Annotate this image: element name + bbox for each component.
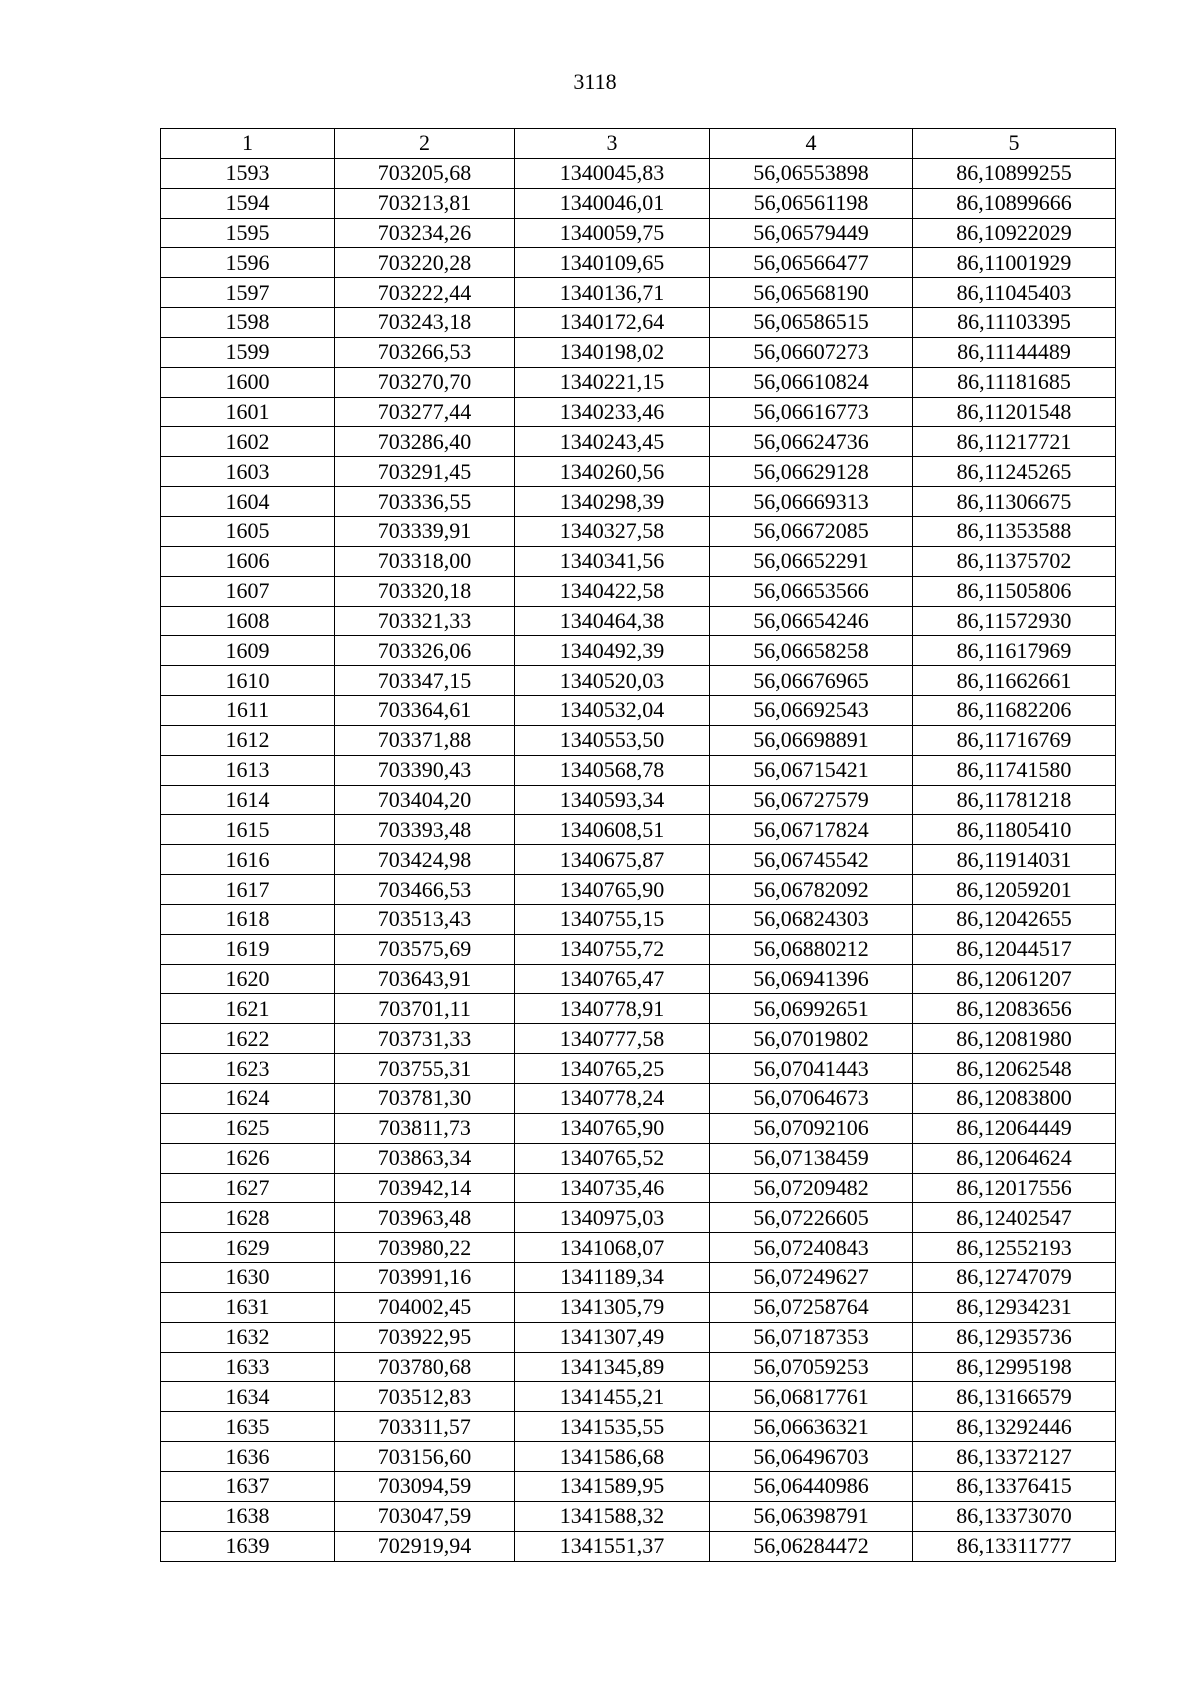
table-cell-col-5: 86,13372127 [913, 1442, 1116, 1472]
table-row [161, 994, 1116, 1024]
table-row [161, 248, 1116, 278]
table-cell-col-1: 1610 [161, 666, 335, 696]
table-row [161, 785, 1116, 815]
table-cell-col-5: 86,12934231 [913, 1292, 1116, 1322]
table-cell-col-4: 56,06941396 [710, 964, 913, 994]
table-cell-col-3: 1340341,56 [515, 546, 710, 576]
table-cell-col-4: 56,06496703 [710, 1442, 913, 1472]
table-cell-col-4: 56,07064673 [710, 1084, 913, 1114]
table-cell-col-1: 1602 [161, 427, 335, 457]
table-cell-col-2: 703234,26 [335, 218, 515, 248]
table-cell-col-2: 703311,57 [335, 1412, 515, 1442]
table-cell-col-3: 1341586,68 [515, 1442, 710, 1472]
coordinates-table [160, 128, 1116, 1562]
table-cell-col-2: 703512,83 [335, 1382, 515, 1412]
table-cell-col-4: 56,06817761 [710, 1382, 913, 1412]
table-cell-col-3: 1340243,45 [515, 427, 710, 457]
table-cell-col-2: 703364,61 [335, 696, 515, 726]
table-cell-col-4: 56,06672085 [710, 516, 913, 546]
table-cell-col-4: 56,07226605 [710, 1203, 913, 1233]
page-number: 3118 [573, 69, 617, 94]
table-row [161, 367, 1116, 397]
table-cell-col-1: 1628 [161, 1203, 335, 1233]
table-cell-col-2: 703347,15 [335, 666, 515, 696]
table-cell-col-1: 1616 [161, 845, 335, 875]
table-cell-col-2: 703318,00 [335, 546, 515, 576]
table-cell-col-2: 703701,11 [335, 994, 515, 1024]
table-cell-col-2: 703643,91 [335, 964, 515, 994]
table-cell-col-2: 703222,44 [335, 278, 515, 308]
table-row [161, 427, 1116, 457]
table-cell-col-1: 1595 [161, 218, 335, 248]
table-cell-col-4: 56,06782092 [710, 875, 913, 905]
table-cell-col-1: 1615 [161, 815, 335, 845]
table-row [161, 636, 1116, 666]
table-row [161, 1054, 1116, 1084]
table-cell-col-5: 86,11572930 [913, 606, 1116, 636]
table-cell-col-4: 56,06440986 [710, 1471, 913, 1501]
table-cell-col-4: 56,06745542 [710, 845, 913, 875]
table-cell-col-3: 1340765,25 [515, 1054, 710, 1084]
table-cell-col-4: 56,06880212 [710, 934, 913, 964]
table-cell-col-3: 1340109,65 [515, 248, 710, 278]
table-row [161, 964, 1116, 994]
table-cell-col-4: 56,06636321 [710, 1412, 913, 1442]
table-row [161, 1471, 1116, 1501]
table-cell-col-4: 56,06715421 [710, 755, 913, 785]
table-cell-col-2: 703466,53 [335, 875, 515, 905]
table-cell-col-3: 1341588,32 [515, 1501, 710, 1531]
table-cell-col-1: 1625 [161, 1113, 335, 1143]
table-cell-col-5: 86,12081980 [913, 1024, 1116, 1054]
table-cell-col-1: 1632 [161, 1322, 335, 1352]
table-cell-col-5: 86,12017556 [913, 1173, 1116, 1203]
table-cell-col-3: 1340059,75 [515, 218, 710, 248]
table-cell-col-5: 86,11045403 [913, 278, 1116, 308]
table-cell-col-3: 1340492,39 [515, 636, 710, 666]
table-cell-col-3: 1340422,58 [515, 576, 710, 606]
table-cell-col-1: 1636 [161, 1442, 335, 1472]
table-cell-col-2: 703991,16 [335, 1263, 515, 1293]
table-cell-col-4: 56,07187353 [710, 1322, 913, 1352]
table-cell-col-4: 56,06561198 [710, 188, 913, 218]
table-cell-col-2: 703980,22 [335, 1233, 515, 1263]
table-row [161, 218, 1116, 248]
table-cell-col-5: 86,11741580 [913, 755, 1116, 785]
table-cell-col-2: 703755,31 [335, 1054, 515, 1084]
table-cell-col-1: 1631 [161, 1292, 335, 1322]
table-cell-col-2: 703336,55 [335, 487, 515, 517]
table-cell-col-1: 1594 [161, 188, 335, 218]
table-row [161, 1263, 1116, 1293]
table-cell-col-2: 703156,60 [335, 1442, 515, 1472]
table-cell-col-1: 1634 [161, 1382, 335, 1412]
table-row [161, 1292, 1116, 1322]
table-cell-col-4: 56,06553898 [710, 158, 913, 188]
table-cell-col-1: 1608 [161, 606, 335, 636]
table-cell-col-3: 1340975,03 [515, 1203, 710, 1233]
table-cell-col-5: 86,13292446 [913, 1412, 1116, 1442]
table-cell-col-3: 1341305,79 [515, 1292, 710, 1322]
table-cell-col-3: 1341535,55 [515, 1412, 710, 1442]
table-cell-col-5: 86,13376415 [913, 1471, 1116, 1501]
table-cell-col-3: 1340777,58 [515, 1024, 710, 1054]
table-cell-col-1: 1613 [161, 755, 335, 785]
table-cell-col-2: 702919,94 [335, 1531, 515, 1561]
table-cell-col-3: 1340327,58 [515, 516, 710, 546]
table-row [161, 1382, 1116, 1412]
table-row [161, 188, 1116, 218]
table-cell-col-1: 1639 [161, 1531, 335, 1561]
table-cell-col-4: 56,06717824 [710, 815, 913, 845]
table-cell-col-3: 1341589,95 [515, 1471, 710, 1501]
table-row [161, 1203, 1116, 1233]
table-cell-col-5: 86,11201548 [913, 397, 1116, 427]
table-cell-col-2: 703277,44 [335, 397, 515, 427]
table-cell-col-5: 86,10899255 [913, 158, 1116, 188]
table-cell-col-5: 86,12995198 [913, 1352, 1116, 1382]
table-cell-col-5: 86,11781218 [913, 785, 1116, 815]
table-row [161, 1024, 1116, 1054]
table-cell-col-5: 86,11217721 [913, 427, 1116, 457]
table-cell-col-3: 1340675,87 [515, 845, 710, 875]
table-cell-col-3: 1340046,01 [515, 188, 710, 218]
table-cell-col-2: 703270,70 [335, 367, 515, 397]
table-cell-col-1: 1633 [161, 1352, 335, 1382]
table-row [161, 546, 1116, 576]
table-row [161, 1084, 1116, 1114]
table-cell-col-1: 1612 [161, 725, 335, 755]
table-row [161, 845, 1116, 875]
table-cell-col-2: 703243,18 [335, 308, 515, 338]
table-cell-col-5: 86,12059201 [913, 875, 1116, 905]
table-cell-col-4: 56,06579449 [710, 218, 913, 248]
table-cell-col-2: 703326,06 [335, 636, 515, 666]
table-cell-col-4: 56,07249627 [710, 1263, 913, 1293]
table-cell-col-1: 1622 [161, 1024, 335, 1054]
table-row [161, 696, 1116, 726]
table-cell-col-1: 1621 [161, 994, 335, 1024]
table-cell-col-2: 703291,45 [335, 457, 515, 487]
column-header-3: 3 [515, 129, 710, 159]
table-cell-col-1: 1607 [161, 576, 335, 606]
table-cell-col-4: 56,06824303 [710, 904, 913, 934]
table-cell-col-3: 1340765,90 [515, 875, 710, 905]
table-cell-col-3: 1340735,46 [515, 1173, 710, 1203]
table-cell-col-3: 1340136,71 [515, 278, 710, 308]
table-cell-col-4: 56,07041443 [710, 1054, 913, 1084]
table-cell-col-5: 86,12083656 [913, 994, 1116, 1024]
table-cell-col-5: 86,11306675 [913, 487, 1116, 517]
table-cell-col-5: 86,12747079 [913, 1263, 1116, 1293]
table-row [161, 457, 1116, 487]
table-cell-col-5: 86,12042655 [913, 904, 1116, 934]
table-cell-col-1: 1598 [161, 308, 335, 338]
table-cell-col-3: 1340221,15 [515, 367, 710, 397]
table-cell-col-4: 56,07019802 [710, 1024, 913, 1054]
table-cell-col-4: 56,06629128 [710, 457, 913, 487]
table-cell-col-5: 86,11662661 [913, 666, 1116, 696]
table-cell-col-3: 1340778,24 [515, 1084, 710, 1114]
table-cell-col-2: 703339,91 [335, 516, 515, 546]
table-cell-col-5: 86,11375702 [913, 546, 1116, 576]
table-cell-col-5: 86,11245265 [913, 457, 1116, 487]
table-cell-col-5: 86,11805410 [913, 815, 1116, 845]
table-cell-col-1: 1603 [161, 457, 335, 487]
table-body [161, 158, 1116, 1561]
table-cell-col-4: 56,06669313 [710, 487, 913, 517]
table-cell-col-4: 56,07209482 [710, 1173, 913, 1203]
table-cell-col-5: 86,12044517 [913, 934, 1116, 964]
table-cell-col-3: 1341068,07 [515, 1233, 710, 1263]
table-cell-col-2: 703094,59 [335, 1471, 515, 1501]
column-header-5: 5 [913, 129, 1116, 159]
table-cell-col-2: 703393,48 [335, 815, 515, 845]
table-cell-col-5: 86,11001929 [913, 248, 1116, 278]
table-cell-col-5: 86,13311777 [913, 1531, 1116, 1561]
table-cell-col-5: 86,12935736 [913, 1322, 1116, 1352]
table-cell-col-2: 703404,20 [335, 785, 515, 815]
table-cell-col-4: 56,06653566 [710, 576, 913, 606]
table-cell-col-2: 703390,43 [335, 755, 515, 785]
table-cell-col-2: 703731,33 [335, 1024, 515, 1054]
table-cell-col-5: 86,11682206 [913, 696, 1116, 726]
table-cell-col-3: 1341455,21 [515, 1382, 710, 1412]
table-cell-col-1: 1619 [161, 934, 335, 964]
table-cell-col-5: 86,13166579 [913, 1382, 1116, 1412]
table-cell-col-3: 1340298,39 [515, 487, 710, 517]
table-cell-col-2: 703942,14 [335, 1173, 515, 1203]
table-cell-col-1: 1629 [161, 1233, 335, 1263]
table-cell-col-5: 86,11353588 [913, 516, 1116, 546]
table-cell-col-1: 1601 [161, 397, 335, 427]
table-cell-col-1: 1635 [161, 1412, 335, 1442]
table-row [161, 606, 1116, 636]
table-cell-col-4: 56,06566477 [710, 248, 913, 278]
column-header-4: 4 [710, 129, 913, 159]
table-cell-col-3: 1340520,03 [515, 666, 710, 696]
table-row [161, 1113, 1116, 1143]
table-cell-col-2: 703513,43 [335, 904, 515, 934]
table-cell-col-4: 56,06284472 [710, 1531, 913, 1561]
table-cell-col-4: 56,06610824 [710, 367, 913, 397]
table-cell-col-4: 56,06727579 [710, 785, 913, 815]
table-cell-col-2: 703286,40 [335, 427, 515, 457]
table-row [161, 1233, 1116, 1263]
table-cell-col-4: 56,06586515 [710, 308, 913, 338]
table-cell-col-1: 1611 [161, 696, 335, 726]
table-cell-col-3: 1340593,34 [515, 785, 710, 815]
table-cell-col-2: 703922,95 [335, 1322, 515, 1352]
table-cell-col-4: 56,06398791 [710, 1501, 913, 1531]
table-cell-col-2: 703213,81 [335, 188, 515, 218]
table-cell-col-3: 1340755,15 [515, 904, 710, 934]
table-cell-col-3: 1340765,47 [515, 964, 710, 994]
table-cell-col-5: 86,13373070 [913, 1501, 1116, 1531]
table-row [161, 666, 1116, 696]
table-cell-col-5: 86,11181685 [913, 367, 1116, 397]
table-cell-col-3: 1341307,49 [515, 1322, 710, 1352]
table-cell-col-3: 1341345,89 [515, 1352, 710, 1382]
table-row [161, 904, 1116, 934]
table-cell-col-2: 703371,88 [335, 725, 515, 755]
table-cell-col-5: 86,11505806 [913, 576, 1116, 606]
table-cell-col-1: 1614 [161, 785, 335, 815]
table-cell-col-1: 1630 [161, 1263, 335, 1293]
table-cell-col-1: 1620 [161, 964, 335, 994]
table-cell-col-1: 1596 [161, 248, 335, 278]
table-row [161, 308, 1116, 338]
table-cell-col-4: 56,06676965 [710, 666, 913, 696]
table-cell-col-1: 1600 [161, 367, 335, 397]
table-cell-col-4: 56,06698891 [710, 725, 913, 755]
table-cell-col-2: 703205,68 [335, 158, 515, 188]
table-row [161, 158, 1116, 188]
table-cell-col-5: 86,12064624 [913, 1143, 1116, 1173]
table-cell-col-2: 703266,53 [335, 337, 515, 367]
table-cell-col-4: 56,06624736 [710, 427, 913, 457]
table-cell-col-5: 86,11103395 [913, 308, 1116, 338]
table-cell-col-5: 86,12062548 [913, 1054, 1116, 1084]
table-cell-col-4: 56,06992651 [710, 994, 913, 1024]
table-cell-col-3: 1340553,50 [515, 725, 710, 755]
table-cell-col-4: 56,06654246 [710, 606, 913, 636]
table-cell-col-1: 1624 [161, 1084, 335, 1114]
table-cell-col-1: 1626 [161, 1143, 335, 1173]
table-cell-col-2: 703780,68 [335, 1352, 515, 1382]
table-cell-col-5: 86,12061207 [913, 964, 1116, 994]
table-cell-col-4: 56,07092106 [710, 1113, 913, 1143]
table-cell-col-1: 1637 [161, 1471, 335, 1501]
table-cell-col-2: 703963,48 [335, 1203, 515, 1233]
table-row [161, 815, 1116, 845]
table-cell-col-3: 1340045,83 [515, 158, 710, 188]
table-cell-col-3: 1340233,46 [515, 397, 710, 427]
table-cell-col-5: 86,11617969 [913, 636, 1116, 666]
table-cell-col-1: 1606 [161, 546, 335, 576]
table-cell-col-3: 1340198,02 [515, 337, 710, 367]
table-cell-col-3: 1340532,04 [515, 696, 710, 726]
table-row [161, 1501, 1116, 1531]
table-cell-col-3: 1340172,64 [515, 308, 710, 338]
table-cell-col-1: 1623 [161, 1054, 335, 1084]
table-cell-col-1: 1618 [161, 904, 335, 934]
table-cell-col-1: 1604 [161, 487, 335, 517]
table-cell-col-5: 86,12083800 [913, 1084, 1116, 1114]
table-cell-col-2: 703220,28 [335, 248, 515, 278]
table-row [161, 1173, 1116, 1203]
table-cell-col-1: 1638 [161, 1501, 335, 1531]
table-cell-col-2: 703321,33 [335, 606, 515, 636]
table-row [161, 278, 1116, 308]
table-row [161, 934, 1116, 964]
table-cell-col-3: 1340464,38 [515, 606, 710, 636]
column-header-2: 2 [335, 129, 515, 159]
table-cell-col-4: 56,06652291 [710, 546, 913, 576]
table-cell-col-5: 86,11144489 [913, 337, 1116, 367]
column-header-1: 1 [161, 129, 335, 159]
table-cell-col-4: 56,06692543 [710, 696, 913, 726]
table-cell-col-5: 86,12402547 [913, 1203, 1116, 1233]
table-cell-col-1: 1597 [161, 278, 335, 308]
table-cell-col-1: 1617 [161, 875, 335, 905]
table-cell-col-2: 703863,34 [335, 1143, 515, 1173]
table-cell-col-1: 1605 [161, 516, 335, 546]
table-cell-col-4: 56,06568190 [710, 278, 913, 308]
table-cell-col-1: 1599 [161, 337, 335, 367]
table-row [161, 725, 1116, 755]
table-row [161, 576, 1116, 606]
table-cell-col-5: 86,10922029 [913, 218, 1116, 248]
table-cell-col-2: 703424,98 [335, 845, 515, 875]
table-cell-col-4: 56,07258764 [710, 1292, 913, 1322]
table-row [161, 516, 1116, 546]
table-cell-col-3: 1340568,78 [515, 755, 710, 785]
table-cell-col-4: 56,07138459 [710, 1143, 913, 1173]
table-cell-col-1: 1609 [161, 636, 335, 666]
table-row [161, 487, 1116, 517]
table-cell-col-3: 1340778,91 [515, 994, 710, 1024]
table-cell-col-3: 1340765,90 [515, 1113, 710, 1143]
table-cell-col-3: 1340260,56 [515, 457, 710, 487]
table-cell-col-3: 1340765,52 [515, 1143, 710, 1173]
table-row [161, 875, 1116, 905]
table-row [161, 1442, 1116, 1472]
table-cell-col-1: 1627 [161, 1173, 335, 1203]
table-cell-col-5: 86,12552193 [913, 1233, 1116, 1263]
table-cell-col-2: 703811,73 [335, 1113, 515, 1143]
table-cell-col-4: 56,06616773 [710, 397, 913, 427]
table-cell-col-4: 56,07059253 [710, 1352, 913, 1382]
table-row [161, 397, 1116, 427]
table-cell-col-4: 56,06658258 [710, 636, 913, 666]
table-row [161, 1143, 1116, 1173]
table-cell-col-1: 1593 [161, 158, 335, 188]
table-cell-col-2: 703781,30 [335, 1084, 515, 1114]
table-cell-col-2: 703320,18 [335, 576, 515, 606]
table-cell-col-5: 86,10899666 [913, 188, 1116, 218]
table-row [161, 1322, 1116, 1352]
table-cell-col-3: 1341189,34 [515, 1263, 710, 1293]
table-cell-col-2: 703575,69 [335, 934, 515, 964]
table-cell-col-3: 1340755,72 [515, 934, 710, 964]
table-row [161, 337, 1116, 367]
table-cell-col-3: 1340608,51 [515, 815, 710, 845]
table-cell-col-5: 86,11914031 [913, 845, 1116, 875]
table-cell-col-5: 86,12064449 [913, 1113, 1116, 1143]
table-cell-col-4: 56,06607273 [710, 337, 913, 367]
table-row [161, 755, 1116, 785]
table-cell-col-4: 56,07240843 [710, 1233, 913, 1263]
table-row [161, 1412, 1116, 1442]
table-row [161, 1531, 1116, 1561]
table-cell-col-2: 703047,59 [335, 1501, 515, 1531]
table-cell-col-5: 86,11716769 [913, 725, 1116, 755]
table-header-row [161, 129, 1116, 159]
table-row [161, 1352, 1116, 1382]
table-cell-col-3: 1341551,37 [515, 1531, 710, 1561]
table-cell-col-2: 704002,45 [335, 1292, 515, 1322]
